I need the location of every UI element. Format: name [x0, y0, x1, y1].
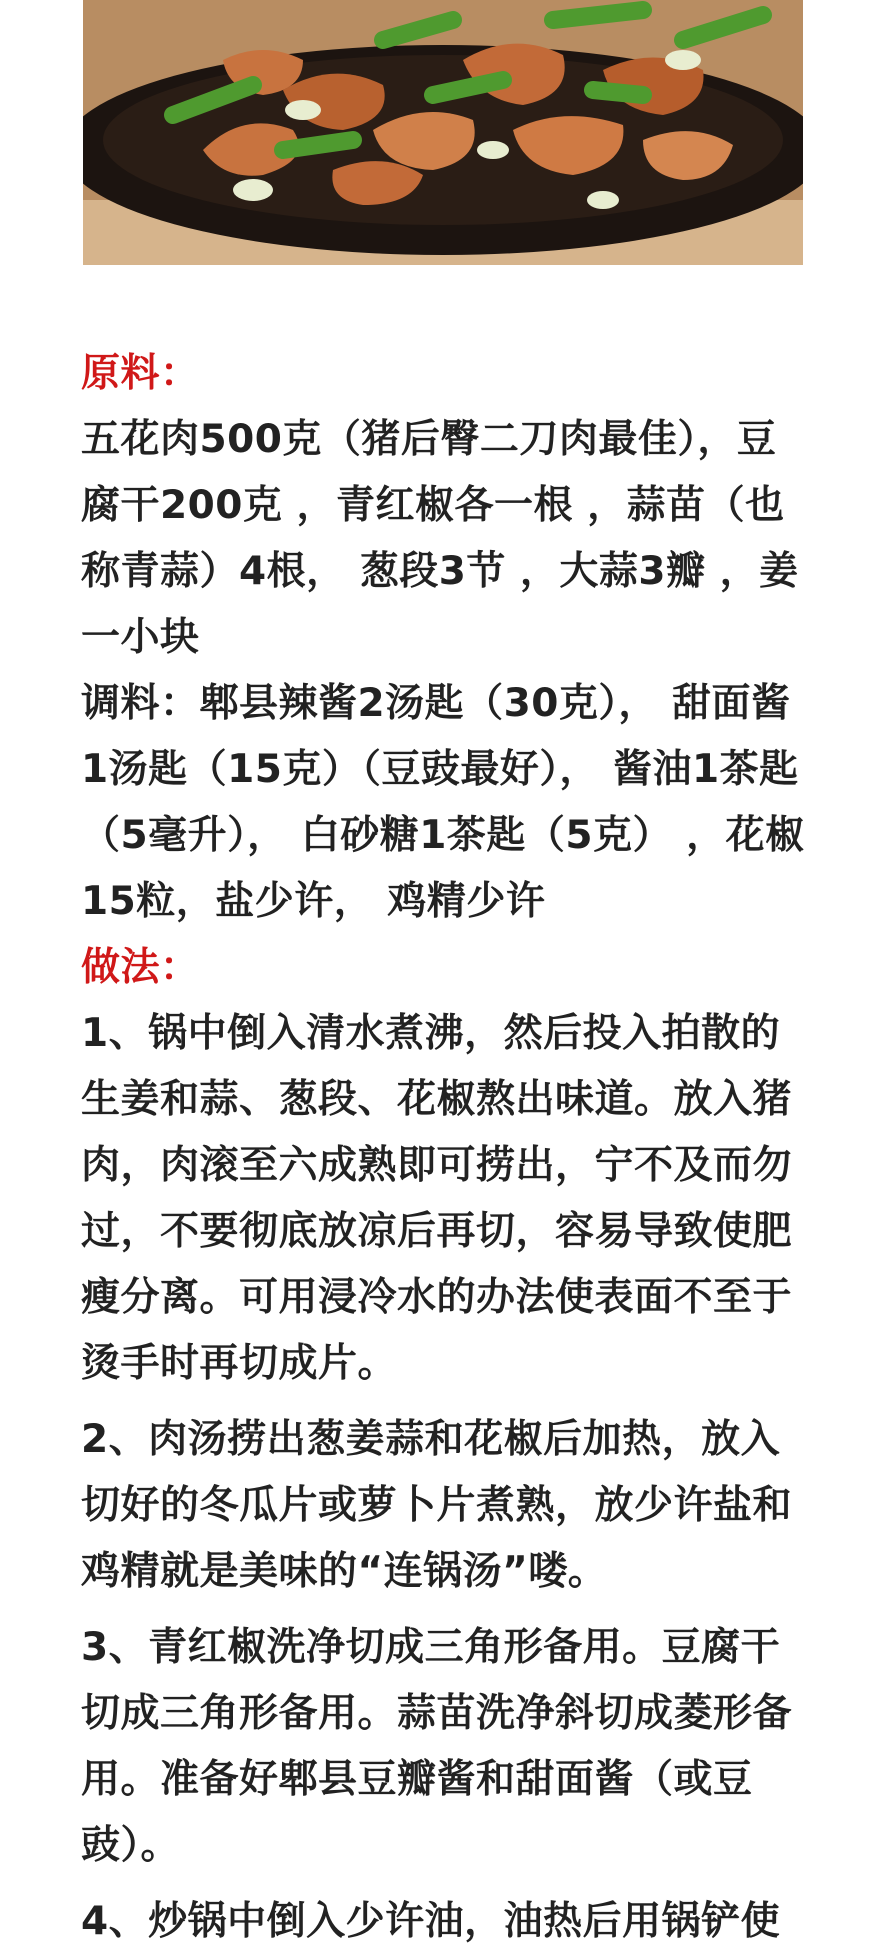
seasoning-text: 调料：郫县辣酱2汤匙（30克）， 甜面酱1汤匙（15克）（豆豉最好）， 酱油1茶匙（5毫升）， 白砂糖1茶匙（5克） ，花椒15粒，盐少许， 鸡精少许	[81, 681, 805, 924]
ingredients-heading: 原料：	[81, 351, 200, 396]
method-step: 4、炒锅中倒入少许油，油热后用锅铲使	[81, 1899, 781, 1944]
dish-photo	[83, 0, 803, 265]
method-step: 2、肉汤捞出葱姜蒜和花椒后加热，放入切好的冬瓜片或萝卜片煮熟，放少许盐和鸡精就是美味的“连锅汤”喽。	[81, 1417, 793, 1594]
method-heading: 做法：	[81, 945, 200, 990]
method-step: 3、青红椒洗净切成三角形备用。豆腐干切成三角形备用。蒜苗洗净斜切成菱形备用。准备好郫县豆瓣酱和甜面酱（或豆豉）。	[81, 1625, 793, 1868]
method-step: 1、锅中倒入清水煮沸，然后投入拍散的生姜和蒜、葱段、花椒熬出味道。放入猪肉，肉滚至六成熟即可捞出，宁不及而勿过，不要彻底放凉后再切，容易导致使肥瘦分离。可用浸冷水的办法使表面不至于烫手时再切成片。	[81, 1011, 793, 1386]
stir-fried-pork-dish-image	[83, 0, 803, 265]
recipe-article	[81, 341, 811, 1955]
ingredients-text: 五花肉500克（猪后臀二刀肉最佳），豆腐干200克 ，青红椒各一根 ，蒜苗（也称青蒜）4根， 葱段3节 ，大蒜3瓣 ，姜一小块	[81, 417, 799, 660]
